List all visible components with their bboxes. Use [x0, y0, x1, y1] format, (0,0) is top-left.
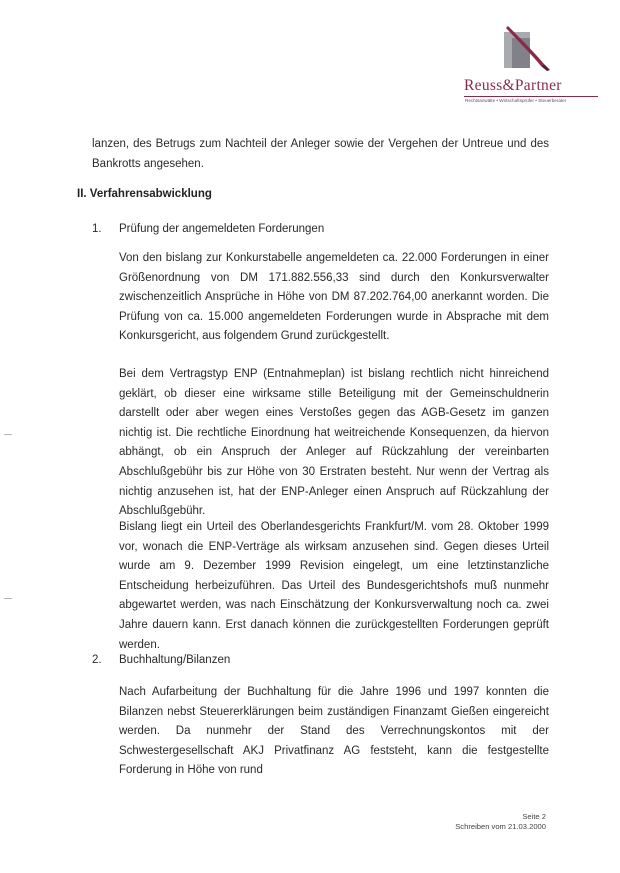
- firm-name: Reuss&Partner: [464, 77, 562, 94]
- subsection-1-heading: [92, 223, 324, 235]
- subsection-1-title: Prüfung der angemeldeten Forderungen: [119, 223, 325, 235]
- subsection-1-number: 1.: [92, 223, 102, 235]
- paragraph: Nach Aufarbeitung der Buchhaltung für die Jahre 1996 und 1997 konnten die Bilanzen nebst Steuererklärungen beim zuständigen Finanzamt Gießen eingereicht werden. Da nunmehr der Stand des Verrechnungskontos mit der Schwestergesellschaft AKJ Privatfinanz AG feststeht, kann die festgestellte Forderung in Höhe von rund: [119, 686, 549, 777]
- subsection-2-heading: [92, 654, 230, 666]
- firm-subtitle: Rechtsanwälte • Wirtschaftsprüfer • Steuerberater: [465, 98, 567, 103]
- page-number: Seite 2: [522, 812, 546, 821]
- intro-paragraph: lanzen, des Betrugs zum Nachteil der Anleger sowie der Vergehen der Untreue und des Bankrotts angesehen.: [92, 138, 549, 170]
- section-number: II.: [77, 188, 87, 200]
- subsection-2-title: Buchhaltung/Bilanzen: [119, 654, 231, 666]
- paragraph: Bei dem Vertragstyp ENP (Entnahmeplan) ist bislang rechtlich nicht hinreichend geklärt, ob dieser eine wirksame stille Beteiligung mit der Gemeinschuldnerin darstellt oder aber wegen eines Verstoßes gegen das AGB-Gesetz im ganzen nichtig ist. Die rechtliche Einordnung hat weitreichende Konsequenzen, da hiervon abhängt, ob ein Anspruch der Anleger auf Rückzahlung der vereinbarten Abschlußgebühr bis zur Höhe von 30 Erstraten besteht. Nur wenn der Vertrag als nichtig anzusehen ist, hat der ENP-Anleger einen Anspruch auf Rückzahlung der Abschlußgebühr.: [119, 368, 549, 518]
- paragraph: Bislang liegt ein Urteil des Oberlandesgerichts Frankfurt/M. vom 28. Oktober 1999 vor, wonach die ENP-Verträge als wirksam anzusehen sind. Gegen dieses Urteil wurde am 9. Dezember 1999 Revision eingelegt, um eine letztinstanzliche Entscheidung herbeizuführen. Das Urteil des Bundesgerichtshofs muß nunmehr abgewartet werden, was nach Einschätzung der Konkursverwaltung noch ca. zwei Jahre dauern kann. Erst danach können die zurückgestellten Forderungen geprüft werden.: [119, 521, 549, 651]
- page-footer: [455, 812, 546, 832]
- logo-divider: [464, 96, 598, 97]
- subsection-2-number: 2.: [92, 654, 102, 666]
- punch-hole-mark: [4, 434, 12, 435]
- section-title: Verfahrensabwicklung: [89, 188, 212, 200]
- section-heading: [77, 188, 212, 200]
- firm-logo: [462, 24, 600, 104]
- paragraph: Von den bislang zur Konkurstabelle angemeldeten ca. 22.000 Forderungen in einer Größenordnung von DM 171.882.556,33 sind durch den Konkursverwalter zwischenzeitlich Ansprüche in Höhe von DM 87.202.764,00 anerkannt worden. Die Prüfung von ca. 15.000 angemeldeten Forderungen wurde in Absprache mit dem Konkursgericht, aus folgendem Grund zurückgestellt.: [119, 252, 549, 343]
- fold-mark: [4, 598, 12, 599]
- letter-reference: Schreiben vom 21.03.2000: [455, 822, 546, 831]
- quill-emblem-icon: [500, 24, 552, 74]
